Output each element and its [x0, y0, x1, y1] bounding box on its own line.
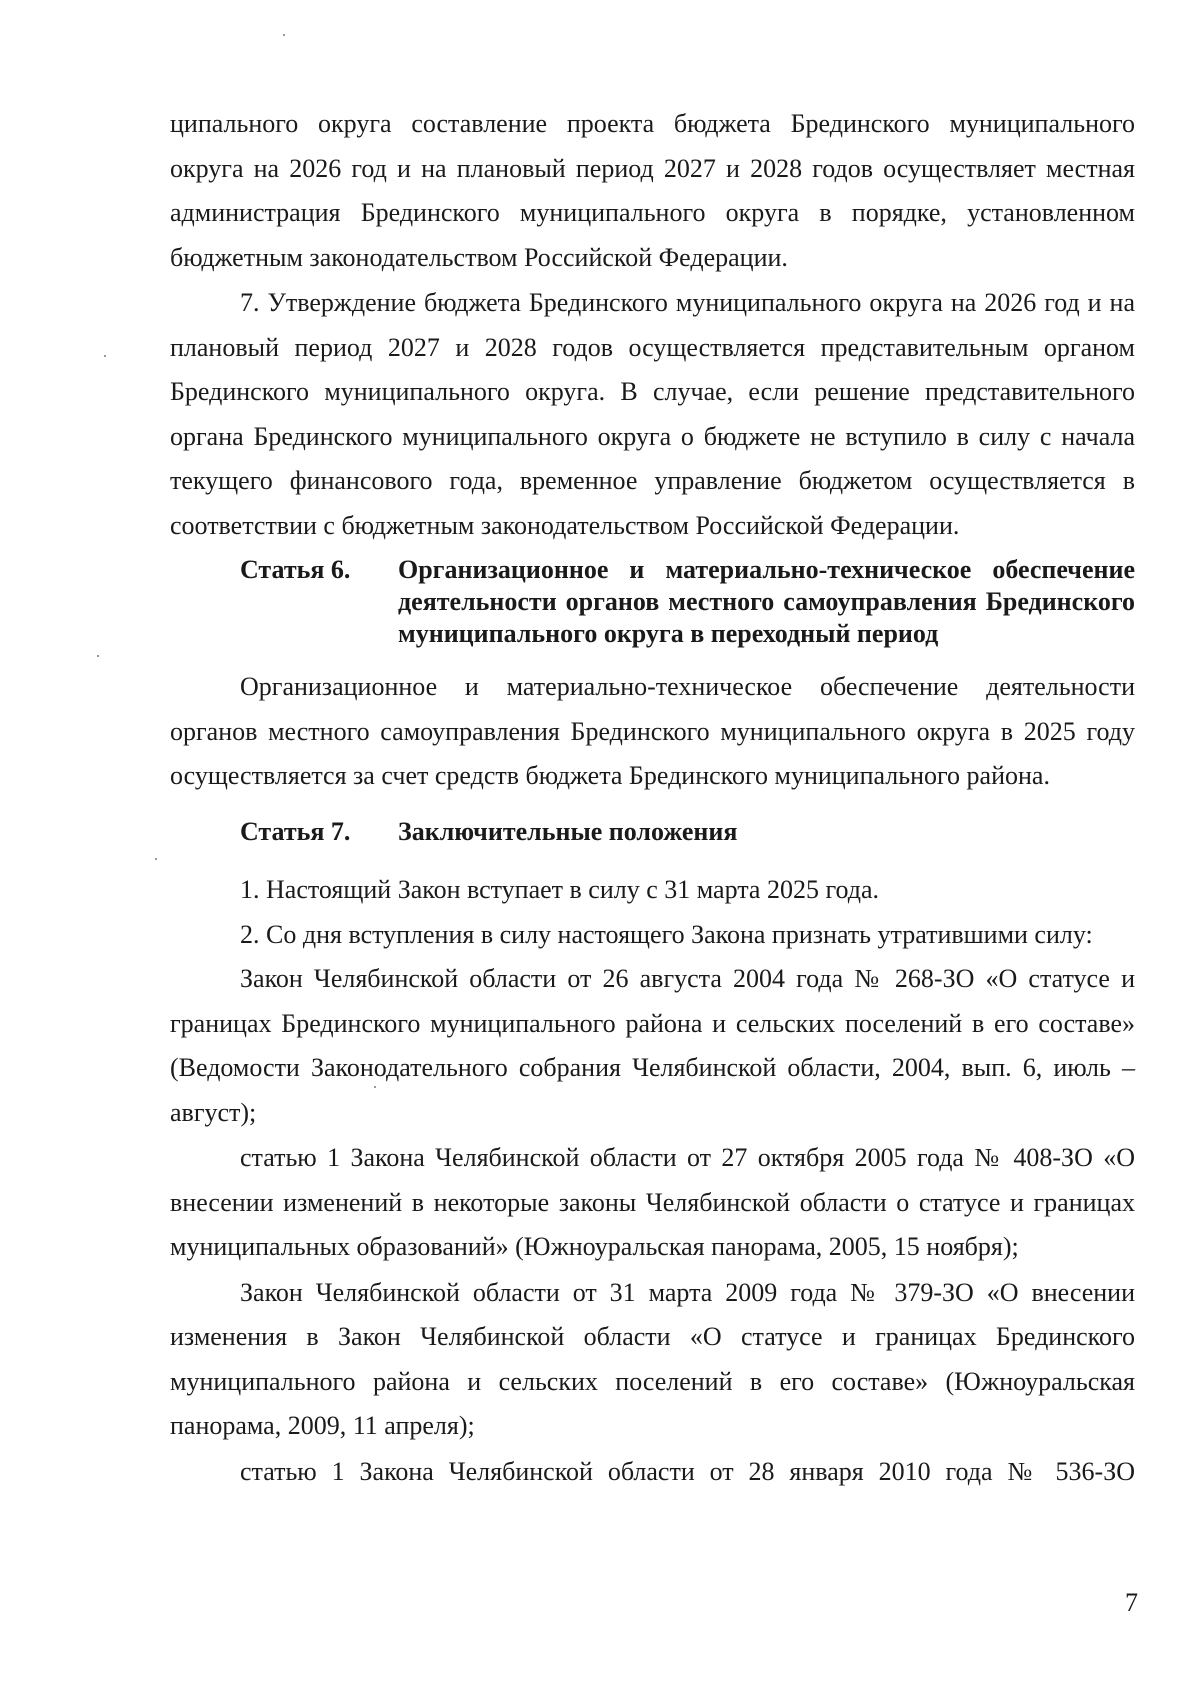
article-7-number: Статья 7.	[240, 817, 351, 846]
paragraph-repeal-2005: статью 1 Закона Челябинской области от 27 октября 2005 года № 408-ЗО «О внесении изменений в некоторые законы Челябинской области о статусе и границах муниципальных образований» (Южноуральская панорама, 2005, 15 ноября);	[170, 1143, 1135, 1261]
scan-speck	[155, 858, 157, 860]
paragraph-effective-date: 1. Настоящий Закон вступает в силу с 31 марта 2025 года.	[240, 875, 879, 904]
scan-speck	[104, 355, 106, 357]
paragraph-budget-draft: ципального округа составление проекта бюджета Брединского муниципального округа на 2026 год и на плановый период 2027 и 2028 годов осуществляет местная администрация Брединского муниципального округа в порядке, установленном бюджетным законодательством Российской Федерации.	[170, 109, 1135, 272]
paragraph-repeal-intro: 2. Со дня вступления в силу настоящего Закона признать утратившими силу:	[240, 919, 1093, 949]
scan-speck	[283, 34, 285, 36]
article-7-title: Заключительные положения	[398, 817, 738, 846]
paragraph-repeal-2004: Закон Челябинской области от 26 августа 2004 года № 268-ЗО «О статусе и границах Брединского муниципального района и сельских поселений в его составе» (Ведомости Законодательного собрания Челябинской области, 2004, вып. 6, июль – август);	[170, 964, 1135, 1127]
article-6-heading	[240, 554, 1135, 650]
page-number: 7	[1125, 1588, 1138, 1617]
article-6-title: Организационное и материально-техническое обеспечение деятельности органов местного самоуправления Брединского муниципального округа в переходный период	[398, 555, 1135, 648]
paragraph-budget-approval: 7. Утверждение бюджета Брединского муниципального округа на 2026 год и на плановый период 2027 и 2028 годов осуществляется представительным органом Брединского муниципального округа. В случае, если решение представительного органа Брединского муниципального округа о бюджете не вступило в силу с начала текущего финансового года, временное управление бюджетом осуществляется в соответствии с бюджетным законодательством Российской Федерации.	[170, 288, 1135, 540]
paragraph-repeal-2009: Закон Челябинской области от 31 марта 2009 года № 379-ЗО «О внесении изменения в Закон Челябинской области «О статусе и границах Брединского муниципального района и сельских поселений в его составе» (Южноуральская панорама, 2009, 11 апреля);	[170, 1277, 1135, 1440]
article-6-number: Статья 6.	[240, 555, 351, 584]
text-section-article-7	[170, 868, 1135, 1494]
article-7-heading	[240, 816, 1135, 848]
paragraph-repeal-2010: статью 1 Закона Челябинской области от 28 января 2010 года № 536-ЗО	[240, 1456, 1135, 1486]
paragraph-support-2025: Организационное и материально-техническое обеспечение деятельности органов местного самоуправления Брединского муниципального округа в 2025 году осуществляется за счет средств бюджета Брединского муниципального района.	[170, 672, 1135, 790]
scan-speck	[97, 655, 99, 657]
text-section-article-6	[170, 665, 1135, 799]
text-section-top	[170, 102, 1135, 548]
